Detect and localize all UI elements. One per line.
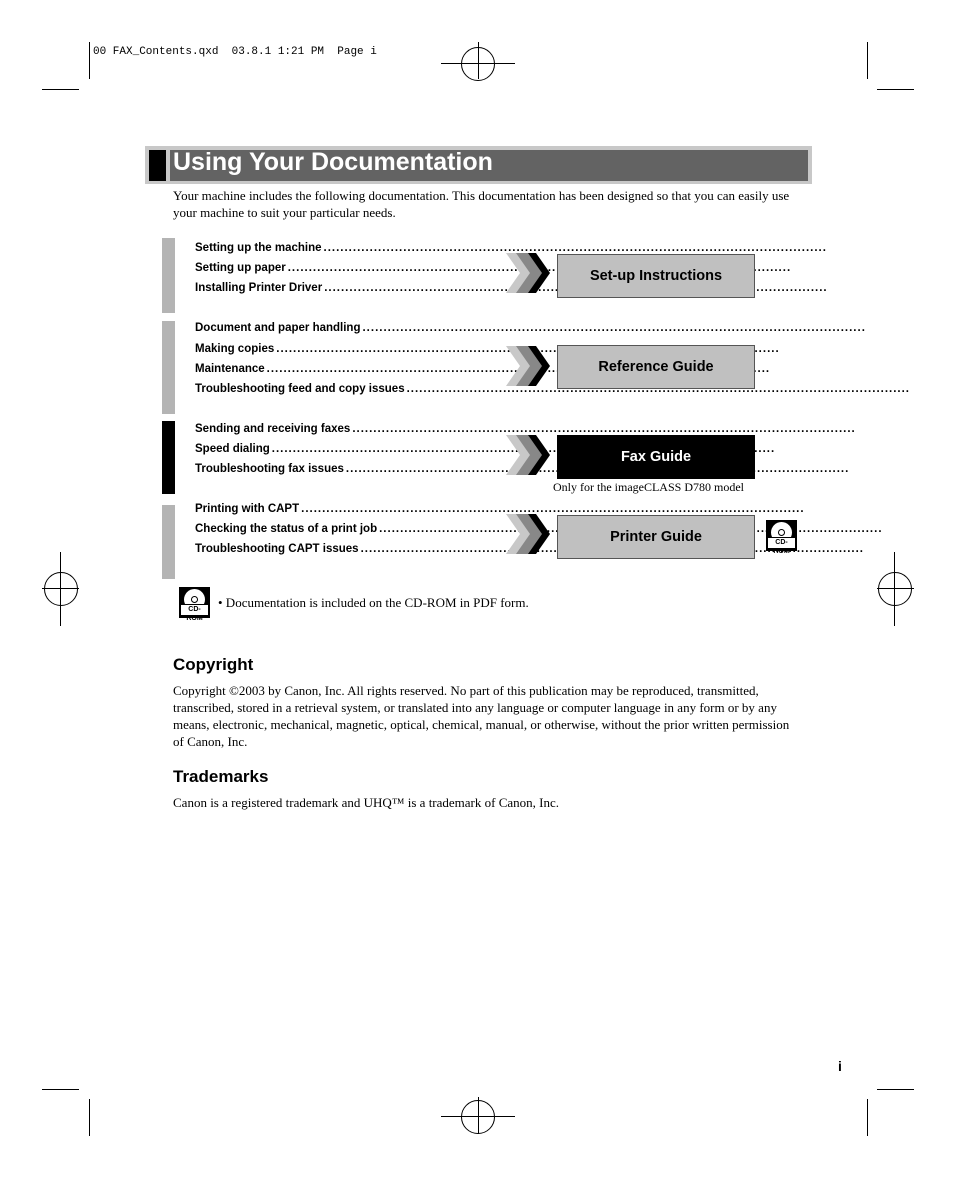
chevron-arrow-icon <box>506 253 550 293</box>
chevron-arrow-icon <box>506 346 550 386</box>
group-side-bar <box>162 321 175 414</box>
doc-item: Troubleshooting fax issues ..... <box>195 463 503 479</box>
doc-item: Troubleshooting CAPT issues ..... <box>195 543 503 559</box>
cd-rom-icon: CD-ROM <box>766 520 797 551</box>
doc-item: Troubleshooting feed and copy issues ..... <box>195 383 503 399</box>
doc-item: Making copies ..... <box>195 343 503 359</box>
guide-fax: Fax Guide <box>557 435 755 479</box>
chevron-arrow-icon <box>506 514 550 554</box>
intro-paragraph: Your machine includes the following documentation. This documentation has been designed so that you can easily use your machine to suit your particular needs. <box>173 188 790 220</box>
trademarks-heading: Trademarks <box>173 767 269 786</box>
doc-item: Installing Printer Driver ..... <box>195 282 503 298</box>
copyright-text: Copyright ©2003 by Canon, Inc. All rights reserved. No part of this publication may be reproduced, transmitted, transcribed, stored in a retrieval system, or translated into any language or computer language in any form or by any means, electronic, mechanical, magnetic, optical, chemical, manual, or otherwise, without the prior written permission of Canon, Inc. <box>173 683 790 749</box>
guide-setup-instructions: Set-up Instructions <box>557 254 755 298</box>
group-side-bar <box>162 238 175 313</box>
print-slug: 00 FAX_Contents.qxd 03.8.1 1:21 PM Page i <box>93 46 377 58</box>
doc-item: Printing with CAPT ..... <box>195 503 503 519</box>
group-side-bar <box>162 505 175 579</box>
page-title: Using Your Documentation <box>173 148 493 176</box>
guide-reference: Reference Guide <box>557 345 755 389</box>
chevron-arrow-icon <box>506 435 550 475</box>
doc-item: Sending and receiving faxes ..... <box>195 423 503 439</box>
doc-item: Maintenance ..... <box>195 363 503 379</box>
doc-item: Speed dialing ..... <box>195 443 503 459</box>
doc-item: Setting up the machine ..... <box>195 242 503 258</box>
cd-rom-note: • Documentation is included on the CD-ROM in PDF form. <box>218 595 529 610</box>
group-side-bar <box>162 421 175 494</box>
doc-item: Setting up paper ..... <box>195 262 503 278</box>
model-note: Only for the imageCLASS D780 model <box>553 480 744 494</box>
cd-rom-icon: CD-ROM <box>179 587 210 618</box>
trademarks-text: Canon is a registered trademark and UHQ™ is a trademark of Canon, Inc. <box>173 795 560 810</box>
guide-printer: Printer Guide <box>557 515 755 559</box>
page-number: i <box>838 1058 842 1074</box>
doc-item: Document and paper handling ..... <box>195 322 503 338</box>
copyright-heading: Copyright <box>173 655 254 674</box>
doc-item: Checking the status of a print job ..... <box>195 523 503 539</box>
